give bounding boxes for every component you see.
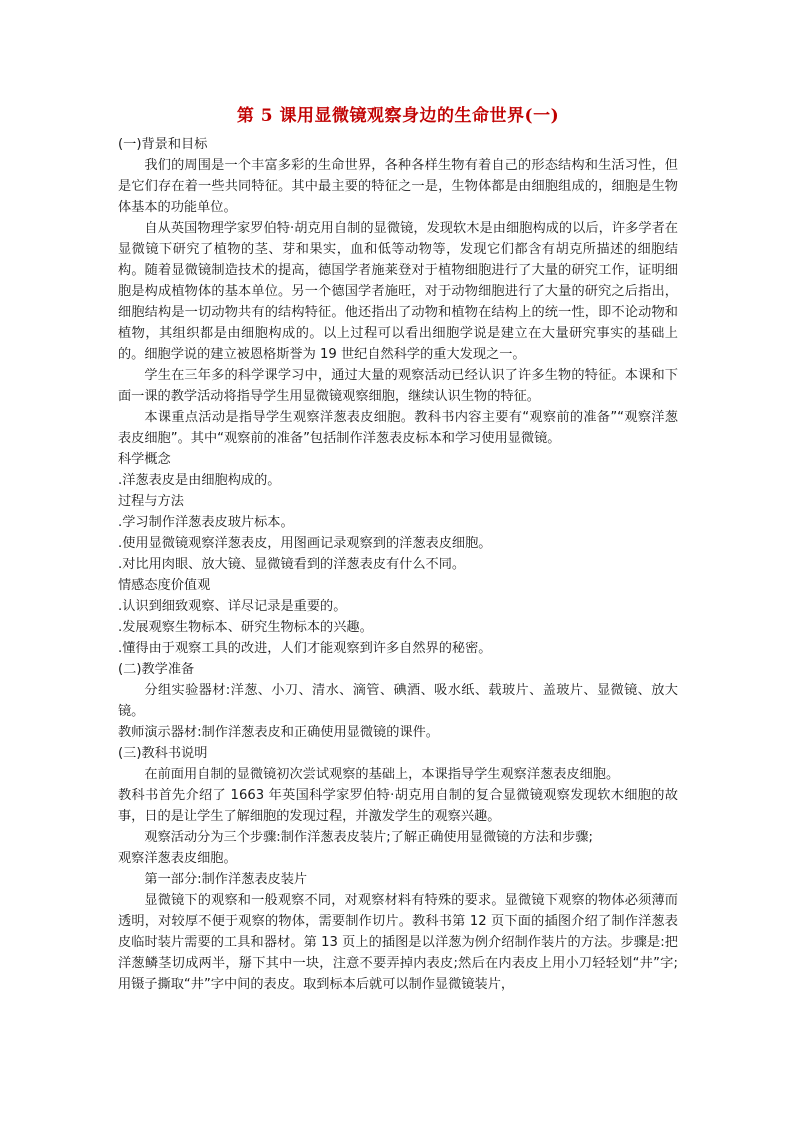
list-item: .学习制作洋葱表皮玻片标本。 — [118, 515, 294, 530]
paragraph-group-materials: 分组实验器材:洋葱、小刀、清水、滴管、碘酒、吸水纸、载玻片、盖玻片、显微镜、放大镜。 — [118, 683, 678, 719]
list-item: .对比用肉眼、放大镜、显微镜看到的洋葱表皮有什么不同。 — [118, 557, 466, 572]
list-item: .发展观察生物标本、研究生物标本的兴趣。 — [118, 620, 373, 635]
heading-process-method: 过程与方法 — [118, 494, 184, 509]
paragraph-steps-cont: 观察洋葱表皮细胞。 — [118, 851, 237, 866]
paragraph-teacher-materials: 教师演示器材:制作洋葱表皮和正确使用显微镜的课件。 — [118, 725, 439, 740]
section-heading-background: (一)背景和目标 — [118, 137, 208, 152]
paragraph-textbook-story: 教科书首先介绍了 1663 年英国科学家罗伯特·胡克用自制的复合显微镜观察发现软木细胞的故事，日的是让学生了解细胞的发现过程，并激发学生的观察兴趣。 — [118, 788, 678, 824]
list-item: .洋葱表皮是由细胞构成的。 — [118, 473, 281, 488]
section-heading-preparation: (二)教学准备 — [118, 662, 195, 677]
paragraph-history: 自从英国物理学家罗伯特·胡克用自制的显微镜，发现软木是由细胞构成的以后，许多学者在显微镜下研究了植物的茎、芽和果实，血和低等动物等，发现它们都含有胡克所描述的细胞结构。随着显微镜制造技术的提高，德国学者施莱登对于植物细胞进行了大量的研究工作，证明细胞是构成植物体的基本单位。另一个德国学者施旺，对于动物细胞进行了大量的研究之后指出，细胞结构是一切动物共有的结构特征。他还指出了动物和植物在结构上的统一性，即不论动物和植物，其组织都是由细胞构成的。以上过程可以看出细胞学说是建立在大量研究事实的基础上的。细胞学说的建立被恩格斯誉为 19 世纪自然科学的重大发现之一。 — [118, 221, 678, 362]
paragraph-focus: 本课重点活动是指导学生观察洋葱表皮细胞。教科书内容主要有“观察前的准备”“观察洋葱表皮细胞”。其中“观察前的准备”包括制作洋葱表皮标本和学习使用显微镜。 — [118, 410, 678, 446]
heading-science-concept: 科学概念 — [118, 452, 171, 467]
document-page — [118, 100, 678, 995]
heading-attitude: 情感态度价值观 — [118, 578, 211, 593]
list-item: .使用显微镜观察洋葱表皮，用图画记录观察到的洋葱表皮细胞。 — [118, 536, 492, 551]
paragraph-part-one: 显微镜下的观察和一般观察不同，对观察材料有特殊的要求。显微镜下观察的物体必须薄而透明，对较厚不便于观察的物体，需要制作切片。教科书第 12 页下面的插图介绍了制作洋葱表皮临时装片需要的工具和器材。第 13 页上的插图是以洋葱为例介绍制作装片的方法。步骤是:把洋葱鳞茎切成两半，掰下其中一块，注意不要弄掉内表皮;然后在内表皮上用小刀轻轻划“井”字;用镊子撕取“井”字中间的表皮。取到标本后就可以制作显微镜装片， — [118, 893, 678, 992]
heading-part-one: 第一部分:制作洋葱表皮装片 — [144, 872, 308, 887]
paragraph-steps: 观察活动分为三个步骤:制作洋葱表皮装片;了解正确使用显微镜的方法和步骤; — [144, 830, 593, 845]
paragraph-students: 学生在三年多的科学课学习中，通过大量的观察活动已经认识了许多生物的特征。本课和下面一课的教学活动将指导学生用显微镜观察细胞，继续认识生物的特征。 — [118, 368, 678, 404]
paragraph-textbook-intro: 在前面用自制的显微镜初次尝试观察的基础上，本课指导学生观察洋葱表皮细胞。 — [144, 767, 620, 782]
paragraph-intro: 我们的周围是一个丰富多彩的生命世界，各种各样生物有着自己的形态结构和生活习性，但是它们存在着一些共同特征。其中最主要的特征之一是，生物体都是由细胞组成的，细胞是生物体基本的功能单位。 — [118, 158, 678, 215]
list-item: .认识到细致观察、详尽记录是重要的。 — [118, 599, 347, 614]
page-title: 第 5 课用显微镜观察身边的生命世界(一) — [236, 106, 560, 126]
section-heading-textbook: (三)教科书说明 — [118, 746, 208, 761]
list-item: .懂得由于观察工具的改进，人们才能观察到许多自然界的秘密。 — [118, 641, 492, 656]
